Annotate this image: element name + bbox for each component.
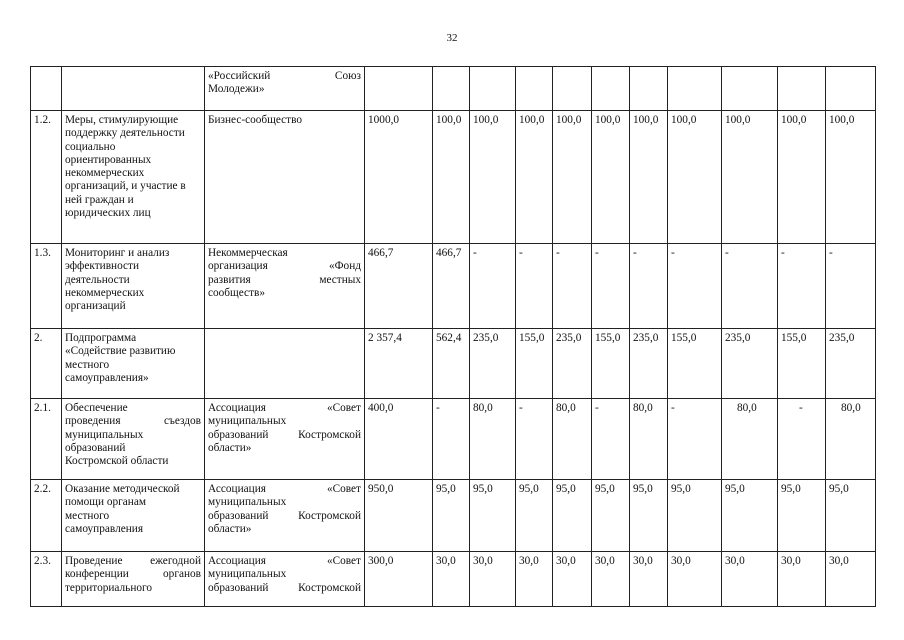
partner xyxy=(205,329,365,399)
event-name-line: конференции органов xyxy=(65,568,201,581)
partner xyxy=(205,480,365,552)
row-number: 1.2. xyxy=(31,111,62,244)
total-value-cell: 950,0 xyxy=(365,480,433,552)
year-value-cell: 100,0 xyxy=(433,111,470,244)
year-value-cell: 100,0 xyxy=(630,111,668,244)
partner-line: образований Костромской xyxy=(208,509,361,522)
year-value-cell: 235,0 xyxy=(826,329,876,399)
year-value-cell: 30,0 xyxy=(553,552,592,607)
event-name xyxy=(62,399,205,480)
year-value-cell: 30,0 xyxy=(630,552,668,607)
year-value-cell: 95,0 xyxy=(516,480,553,552)
event-name-line: самоуправления» xyxy=(65,371,149,384)
event-name-line: юридических лиц xyxy=(65,207,151,220)
year-value-cell: 155,0 xyxy=(592,329,630,399)
year-value-cell xyxy=(433,67,470,111)
year-value-cell: 80,0 xyxy=(722,399,778,480)
year-value-cell: 235,0 xyxy=(630,329,668,399)
year-value-cell: - xyxy=(516,399,553,480)
partner-line: Ассоциация «Совет xyxy=(208,555,361,567)
event-name xyxy=(62,244,205,329)
year-value-cell xyxy=(592,67,630,111)
partner xyxy=(205,552,365,607)
year-value-cell: - xyxy=(668,244,722,329)
event-name-line: ней граждан и xyxy=(65,193,134,206)
year-value-cell: 80,0 xyxy=(826,399,876,480)
year-value-cell: 30,0 xyxy=(778,552,826,607)
event-name-line: некоммерческих xyxy=(65,167,145,180)
year-value-cell: - xyxy=(826,244,876,329)
partner-line: Ассоциация «Совет xyxy=(208,402,361,414)
partner-line: сообществ» xyxy=(208,286,265,299)
event-name-line: некоммерческих xyxy=(65,286,145,299)
year-value-cell: 80,0 xyxy=(470,399,516,480)
year-value-cell: 466,7 xyxy=(433,244,470,329)
year-value-cell: 155,0 xyxy=(516,329,553,399)
event-name-line: местного xyxy=(65,358,110,371)
event-name-line: проведения съездов xyxy=(65,415,201,428)
row-number: 2. xyxy=(31,329,62,399)
row-number xyxy=(31,67,62,111)
year-value-cell: 30,0 xyxy=(668,552,722,607)
year-value-cell: 562,4 xyxy=(433,329,470,399)
year-value-cell: 30,0 xyxy=(516,552,553,607)
row-number: 2.1. xyxy=(31,399,62,480)
row-number: 2.2. xyxy=(31,480,62,552)
page-number: 32 xyxy=(446,32,458,44)
row-number: 2.3. xyxy=(31,552,62,607)
year-value-cell: 95,0 xyxy=(553,480,592,552)
year-value-cell xyxy=(778,67,826,111)
event-name xyxy=(62,552,205,607)
year-value-cell: 100,0 xyxy=(826,111,876,244)
total-value-cell: 300,0 xyxy=(365,552,433,607)
year-value-cell xyxy=(668,67,722,111)
year-value-cell: 30,0 xyxy=(826,552,876,607)
year-value-cell: 95,0 xyxy=(433,480,470,552)
year-value-cell: - xyxy=(553,244,592,329)
event-name-line: муниципальных xyxy=(65,428,144,441)
partner xyxy=(205,111,365,244)
partner-line: организация «Фонд xyxy=(208,260,361,273)
event-name-line: Подпрограмма xyxy=(65,332,137,344)
total-value-cell: 466,7 xyxy=(365,244,433,329)
table-row xyxy=(31,480,876,552)
year-value-cell: 95,0 xyxy=(778,480,826,552)
year-value-cell: 235,0 xyxy=(470,329,516,399)
year-value-cell: 235,0 xyxy=(553,329,592,399)
event-name-line: образований xyxy=(65,441,126,454)
year-value-cell xyxy=(722,67,778,111)
year-value-cell: - xyxy=(778,399,826,480)
table-body xyxy=(31,67,876,607)
partner xyxy=(205,399,365,480)
total-value-cell: 2 357,4 xyxy=(365,329,433,399)
year-value-cell: 235,0 xyxy=(722,329,778,399)
year-value-cell: - xyxy=(630,244,668,329)
year-value-cell: 100,0 xyxy=(778,111,826,244)
event-name xyxy=(62,480,205,552)
year-value-cell: - xyxy=(668,399,722,480)
partner-line: развития местных xyxy=(208,273,361,286)
partner-line: «Российский Союз xyxy=(208,70,361,82)
total-value-cell: 1000,0 xyxy=(365,111,433,244)
partner-line: муниципальных xyxy=(208,496,287,509)
year-value-cell: 95,0 xyxy=(722,480,778,552)
partner-line: Бизнес-сообщество xyxy=(208,114,303,126)
partner-line: муниципальных xyxy=(208,568,287,581)
partner xyxy=(205,67,365,111)
year-value-cell xyxy=(826,67,876,111)
year-value-cell: 100,0 xyxy=(553,111,592,244)
year-value-cell: 30,0 xyxy=(592,552,630,607)
partner-line: образований Костромской xyxy=(208,581,361,594)
year-value-cell: 95,0 xyxy=(826,480,876,552)
year-value-cell: 100,0 xyxy=(668,111,722,244)
year-value-cell: - xyxy=(516,244,553,329)
year-value-cell xyxy=(470,67,516,111)
year-value-cell: 155,0 xyxy=(778,329,826,399)
table-row xyxy=(31,244,876,329)
event-name-line: помощи органам xyxy=(65,496,146,509)
events-table xyxy=(30,66,876,607)
year-value-cell: - xyxy=(778,244,826,329)
year-value-cell: - xyxy=(722,244,778,329)
year-value-cell: 100,0 xyxy=(516,111,553,244)
event-name-line: организаций, и участие в xyxy=(65,180,186,193)
table-row xyxy=(31,552,876,607)
year-value-cell: 95,0 xyxy=(470,480,516,552)
event-name-line: «Содействие развитию xyxy=(65,345,176,358)
year-value-cell: - xyxy=(592,399,630,480)
year-value-cell: - xyxy=(470,244,516,329)
total-value-cell xyxy=(365,67,433,111)
event-name-line: социально xyxy=(65,140,116,153)
event-name xyxy=(62,111,205,244)
event-name-line: Мониторинг и анализ xyxy=(65,247,170,259)
event-name-line: Проведение ежегодной xyxy=(65,555,201,567)
event-name-line: ориентированных xyxy=(65,153,152,166)
row-number: 1.3. xyxy=(31,244,62,329)
year-value-cell: 30,0 xyxy=(470,552,516,607)
partner-line: образований Костромской xyxy=(208,428,361,441)
year-value-cell: - xyxy=(433,399,470,480)
year-value-cell: 100,0 xyxy=(470,111,516,244)
table-row xyxy=(31,67,876,111)
event-name-line: эффективности xyxy=(65,260,139,273)
event-name-line: самоуправления xyxy=(65,522,144,535)
year-value-cell: - xyxy=(592,244,630,329)
event-name-line: Обеспечение xyxy=(65,402,128,414)
year-value-cell xyxy=(630,67,668,111)
event-name-line: деятельности xyxy=(65,273,130,286)
year-value-cell: 80,0 xyxy=(630,399,668,480)
year-value-cell xyxy=(516,67,553,111)
year-value-cell: 100,0 xyxy=(722,111,778,244)
event-name-line: местного xyxy=(65,509,110,522)
event-name-line: Оказание методической xyxy=(65,483,180,495)
event-name xyxy=(62,67,205,111)
year-value-cell: 80,0 xyxy=(553,399,592,480)
year-value-cell xyxy=(553,67,592,111)
table-row xyxy=(31,329,876,399)
partner-line: муниципальных xyxy=(208,415,287,428)
partner-line: Некоммерческая xyxy=(208,247,288,259)
year-value-cell: 95,0 xyxy=(630,480,668,552)
event-name-line: территориального xyxy=(65,581,153,594)
year-value-cell: 30,0 xyxy=(433,552,470,607)
table-row xyxy=(31,399,876,480)
year-value-cell: 155,0 xyxy=(668,329,722,399)
year-value-cell: 95,0 xyxy=(668,480,722,552)
partner-line: области» xyxy=(208,441,252,454)
partner-line: Молодежи» xyxy=(208,83,265,96)
year-value-cell: 95,0 xyxy=(592,480,630,552)
partner-line: области» xyxy=(208,522,252,535)
event-name xyxy=(62,329,205,399)
year-value-cell: 100,0 xyxy=(592,111,630,244)
table-row xyxy=(31,111,876,244)
partner xyxy=(205,244,365,329)
event-name-line: организаций xyxy=(65,300,126,313)
year-value-cell: 30,0 xyxy=(722,552,778,607)
event-name-line: Меры, стимулирующие xyxy=(65,114,179,126)
event-name-line: Костромской области xyxy=(65,455,169,468)
partner-line: Ассоциация «Совет xyxy=(208,483,361,495)
total-value-cell: 400,0 xyxy=(365,399,433,480)
event-name-line: поддержку деятельности xyxy=(65,127,185,140)
